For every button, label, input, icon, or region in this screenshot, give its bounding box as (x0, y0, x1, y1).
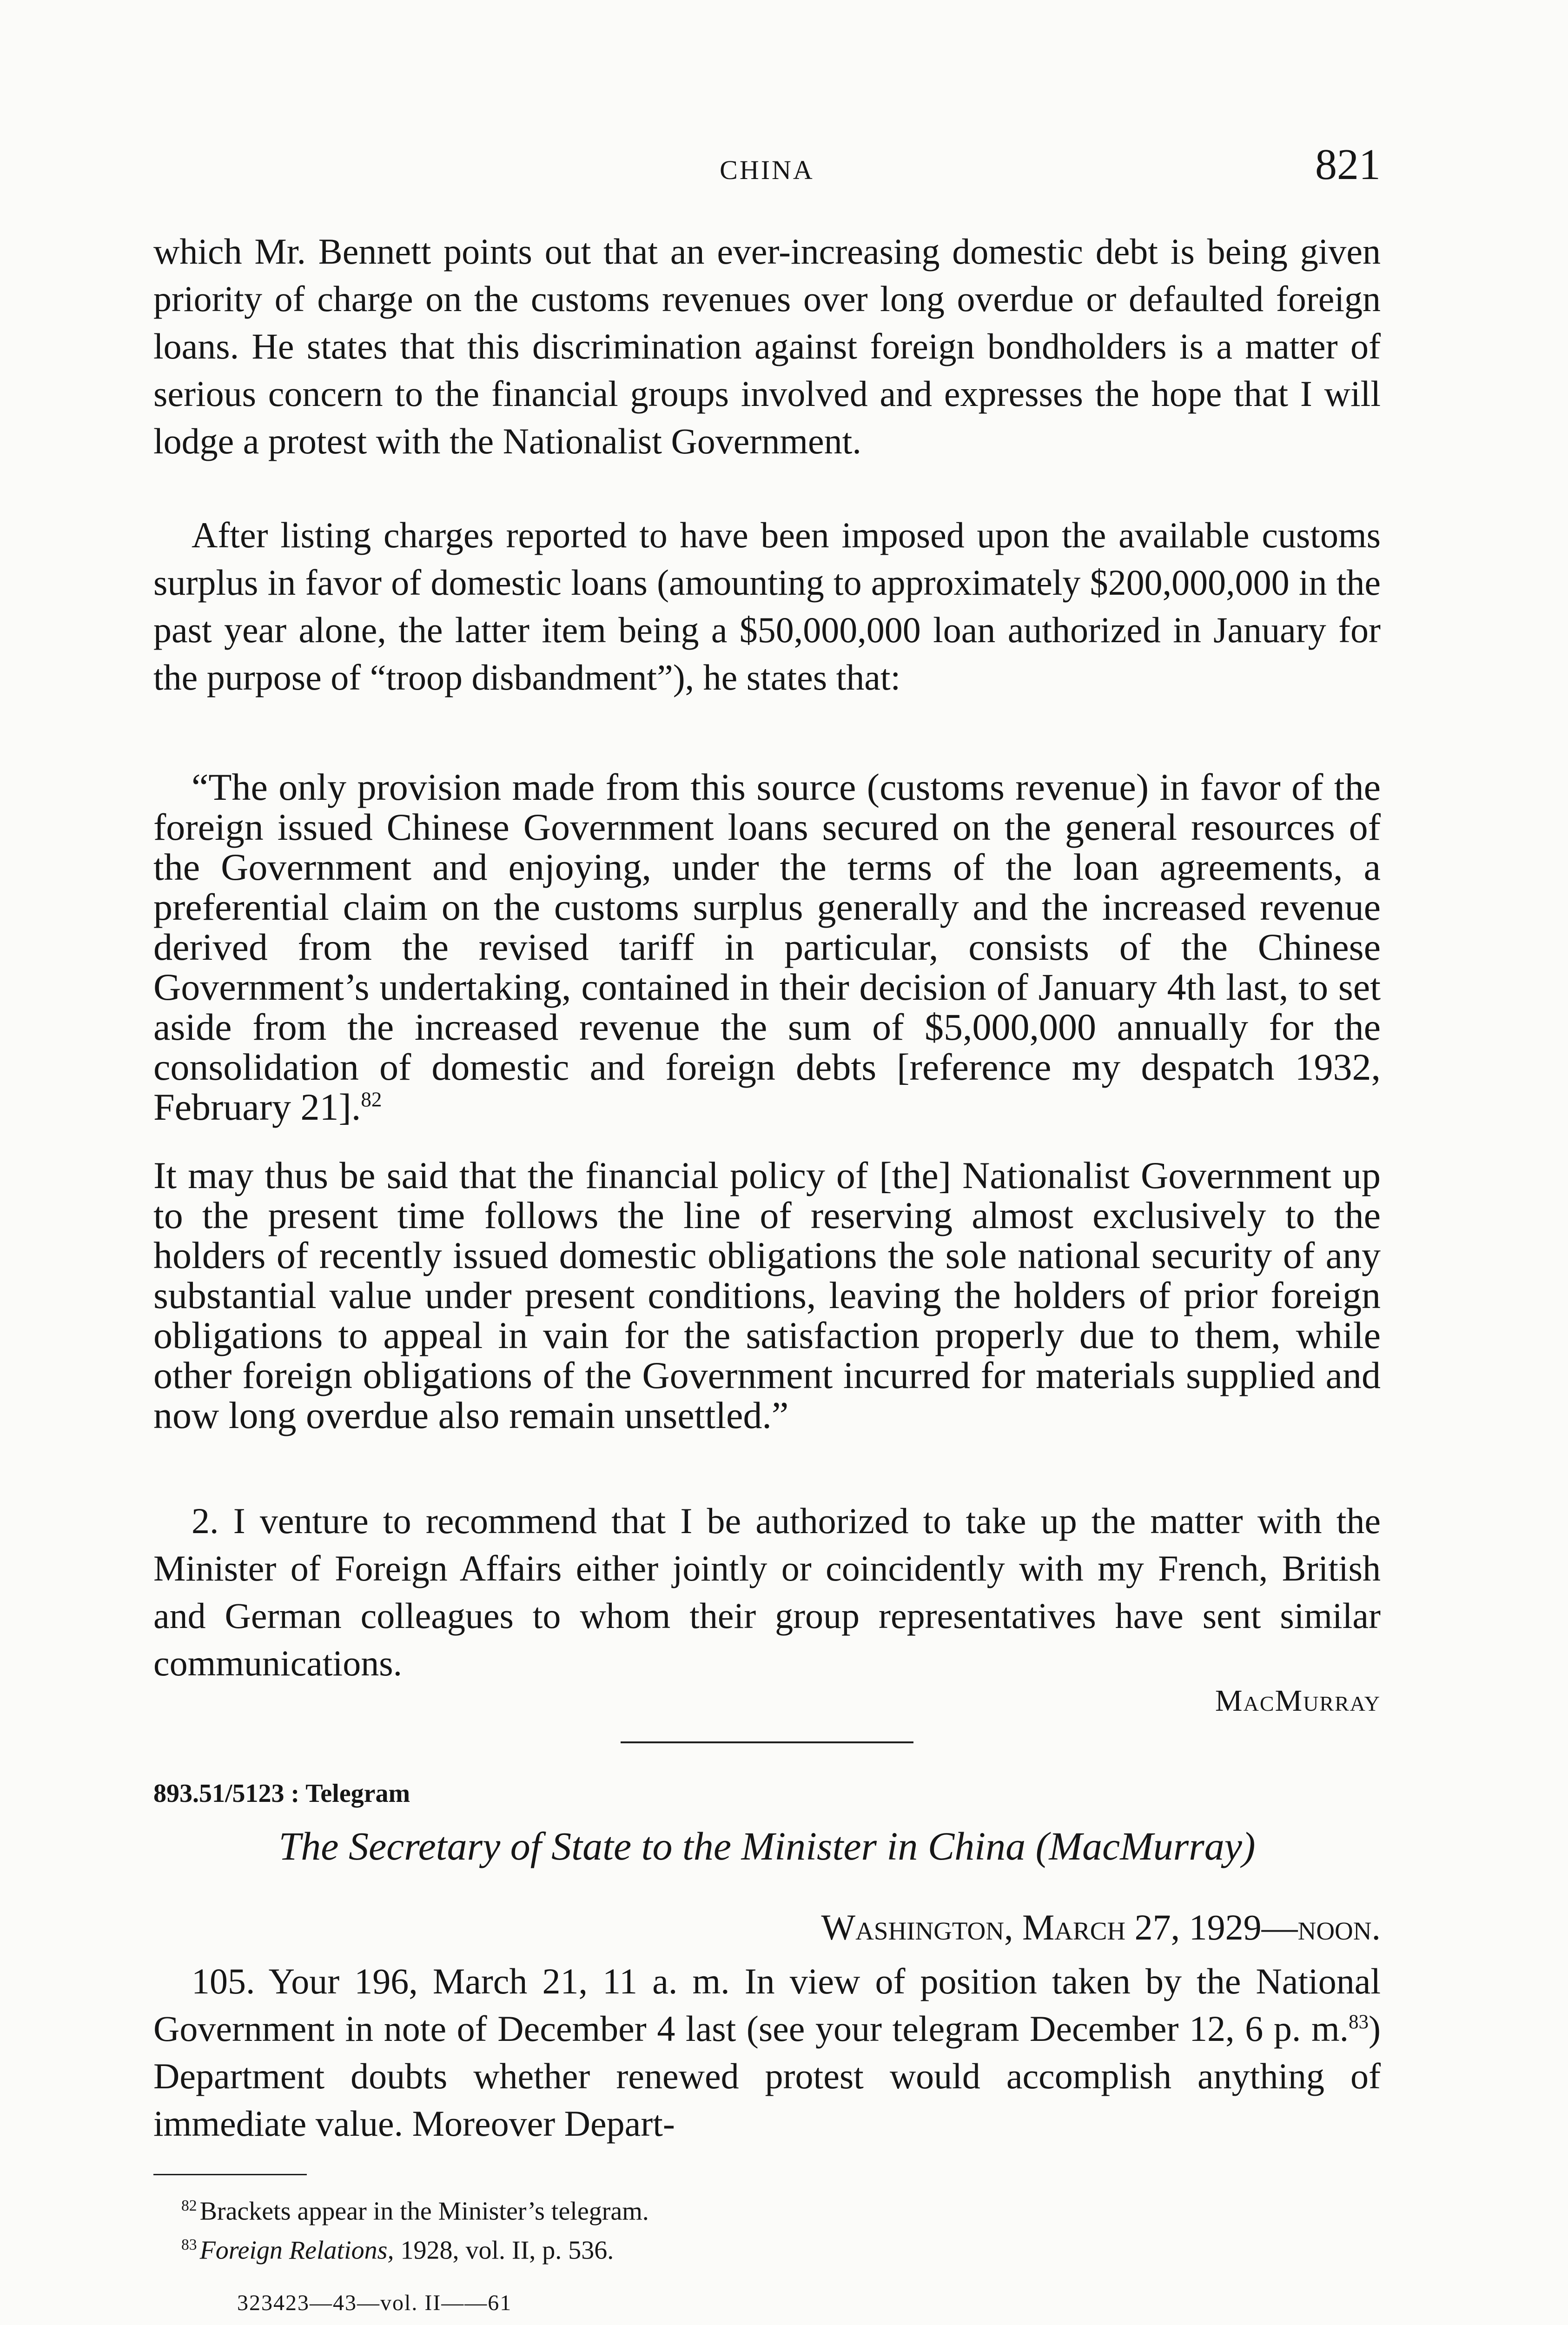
paragraph-continuation: which Mr. Bennett points out that an ever-increasing domestic debt is being given priority of charge on the customs revenues over long overdue or defaulted foreign loans. He states that this discrimination against foreign bondholders is a matter of serious concern to the financial groups involved and expresses the hope that I will lodge a protest with the Nationalist Government. (153, 231, 1381, 461)
footnote-mark: 83 (181, 2236, 197, 2253)
footnote-mark: 82 (181, 2197, 197, 2214)
footnote-ref-82: 82 (361, 1088, 382, 1111)
signature: MacMurray (1215, 1684, 1381, 1718)
running-head (153, 140, 1381, 191)
footnote-83 (181, 2229, 1381, 2266)
printer-line: 323423—43—vol. II——61 (237, 2291, 512, 2315)
file-reference: 893.51/5123 : Telegram (153, 1779, 410, 1808)
telegram-text-start: 105. Your 196, March 21, 11 a. m. In view of position taken by the National Government in note of December 4 last (see your telegram December 12, 6 p. m. (153, 1961, 1381, 2049)
paragraph-telegram (153, 1958, 1381, 2147)
paragraph-recommendation: 2. I venture to recommend that I be authorized to take up the matter with the Minister of Foreign Affairs either jointly or coincidently with my French, British and German colleagues to whom their group representatives have sent similar communications. (153, 1501, 1381, 1683)
footnote-source-title: Foreign Relations, (199, 2236, 394, 2265)
footnotes (153, 2190, 1381, 2268)
footnote-text: 1928, vol. II, p. 536. (394, 2236, 614, 2265)
footnote-ref-83: 83 (1349, 2011, 1369, 2033)
running-title: CHINA (720, 155, 814, 185)
quoted-passage-2: It may thus be said that the financial policy of [the] Nationalist Government up to the present time follows the line of reserving almost exclusively to the holders of recently issued domestic obligations the sole national security of any substantial value under present conditions, leaving the holders of prior foreign obligations to appeal in vain for the satisfaction properly due to them, while other foreign obligations of the Government incurred for materials supplied and now long overdue also remain unsettled.” (153, 1154, 1381, 1436)
section-divider (621, 1741, 913, 1743)
footnote-82 (181, 2190, 1381, 2227)
footnote-text: Brackets appear in the Minister’s telegram. (199, 2197, 649, 2226)
dateline (821, 1906, 1381, 1948)
document-heading: The Secretary of State to the Minister in China (MacMurray) (278, 1824, 1256, 1868)
quoted-passage-1 (153, 767, 1381, 1127)
dateline-text: Washington, March 27, 1929—noon. (821, 1907, 1381, 1947)
paragraph-charges: After listing charges reported to have been imposed upon the available customs surplus in favor of domestic loans (amounting to approximately $200,000,000 in the past year alone, the latter item being a $50,000,000 loan authorized in January for the purpose of “troop disbandment”), he states that: (153, 515, 1381, 698)
quoted-passage-1-text: “The only provision made from this source (customs revenue) in favor of the foreign issued Chinese Government loans secured on the general resources of the Government and enjoying, under the terms of the loan agreements, a preferential claim on the customs surplus generally and the increased revenue derived from the revised tariff in particular, consists of the Chinese Government’s undertaking, contained in their decision of January 4th last, to set aside from the increased revenue the sum of $5,000,000 annually for the consolidation of domestic and foreign debts [reference my despatch 1932, February 21]. (153, 766, 1381, 1128)
footnote-divider (153, 2174, 307, 2175)
telegram-text-end: ) Department doubts whether renewed protest would accomplish anything of immediate value. Moreover Depart- (153, 2008, 1381, 2144)
page-number: 821 (1315, 140, 1381, 189)
